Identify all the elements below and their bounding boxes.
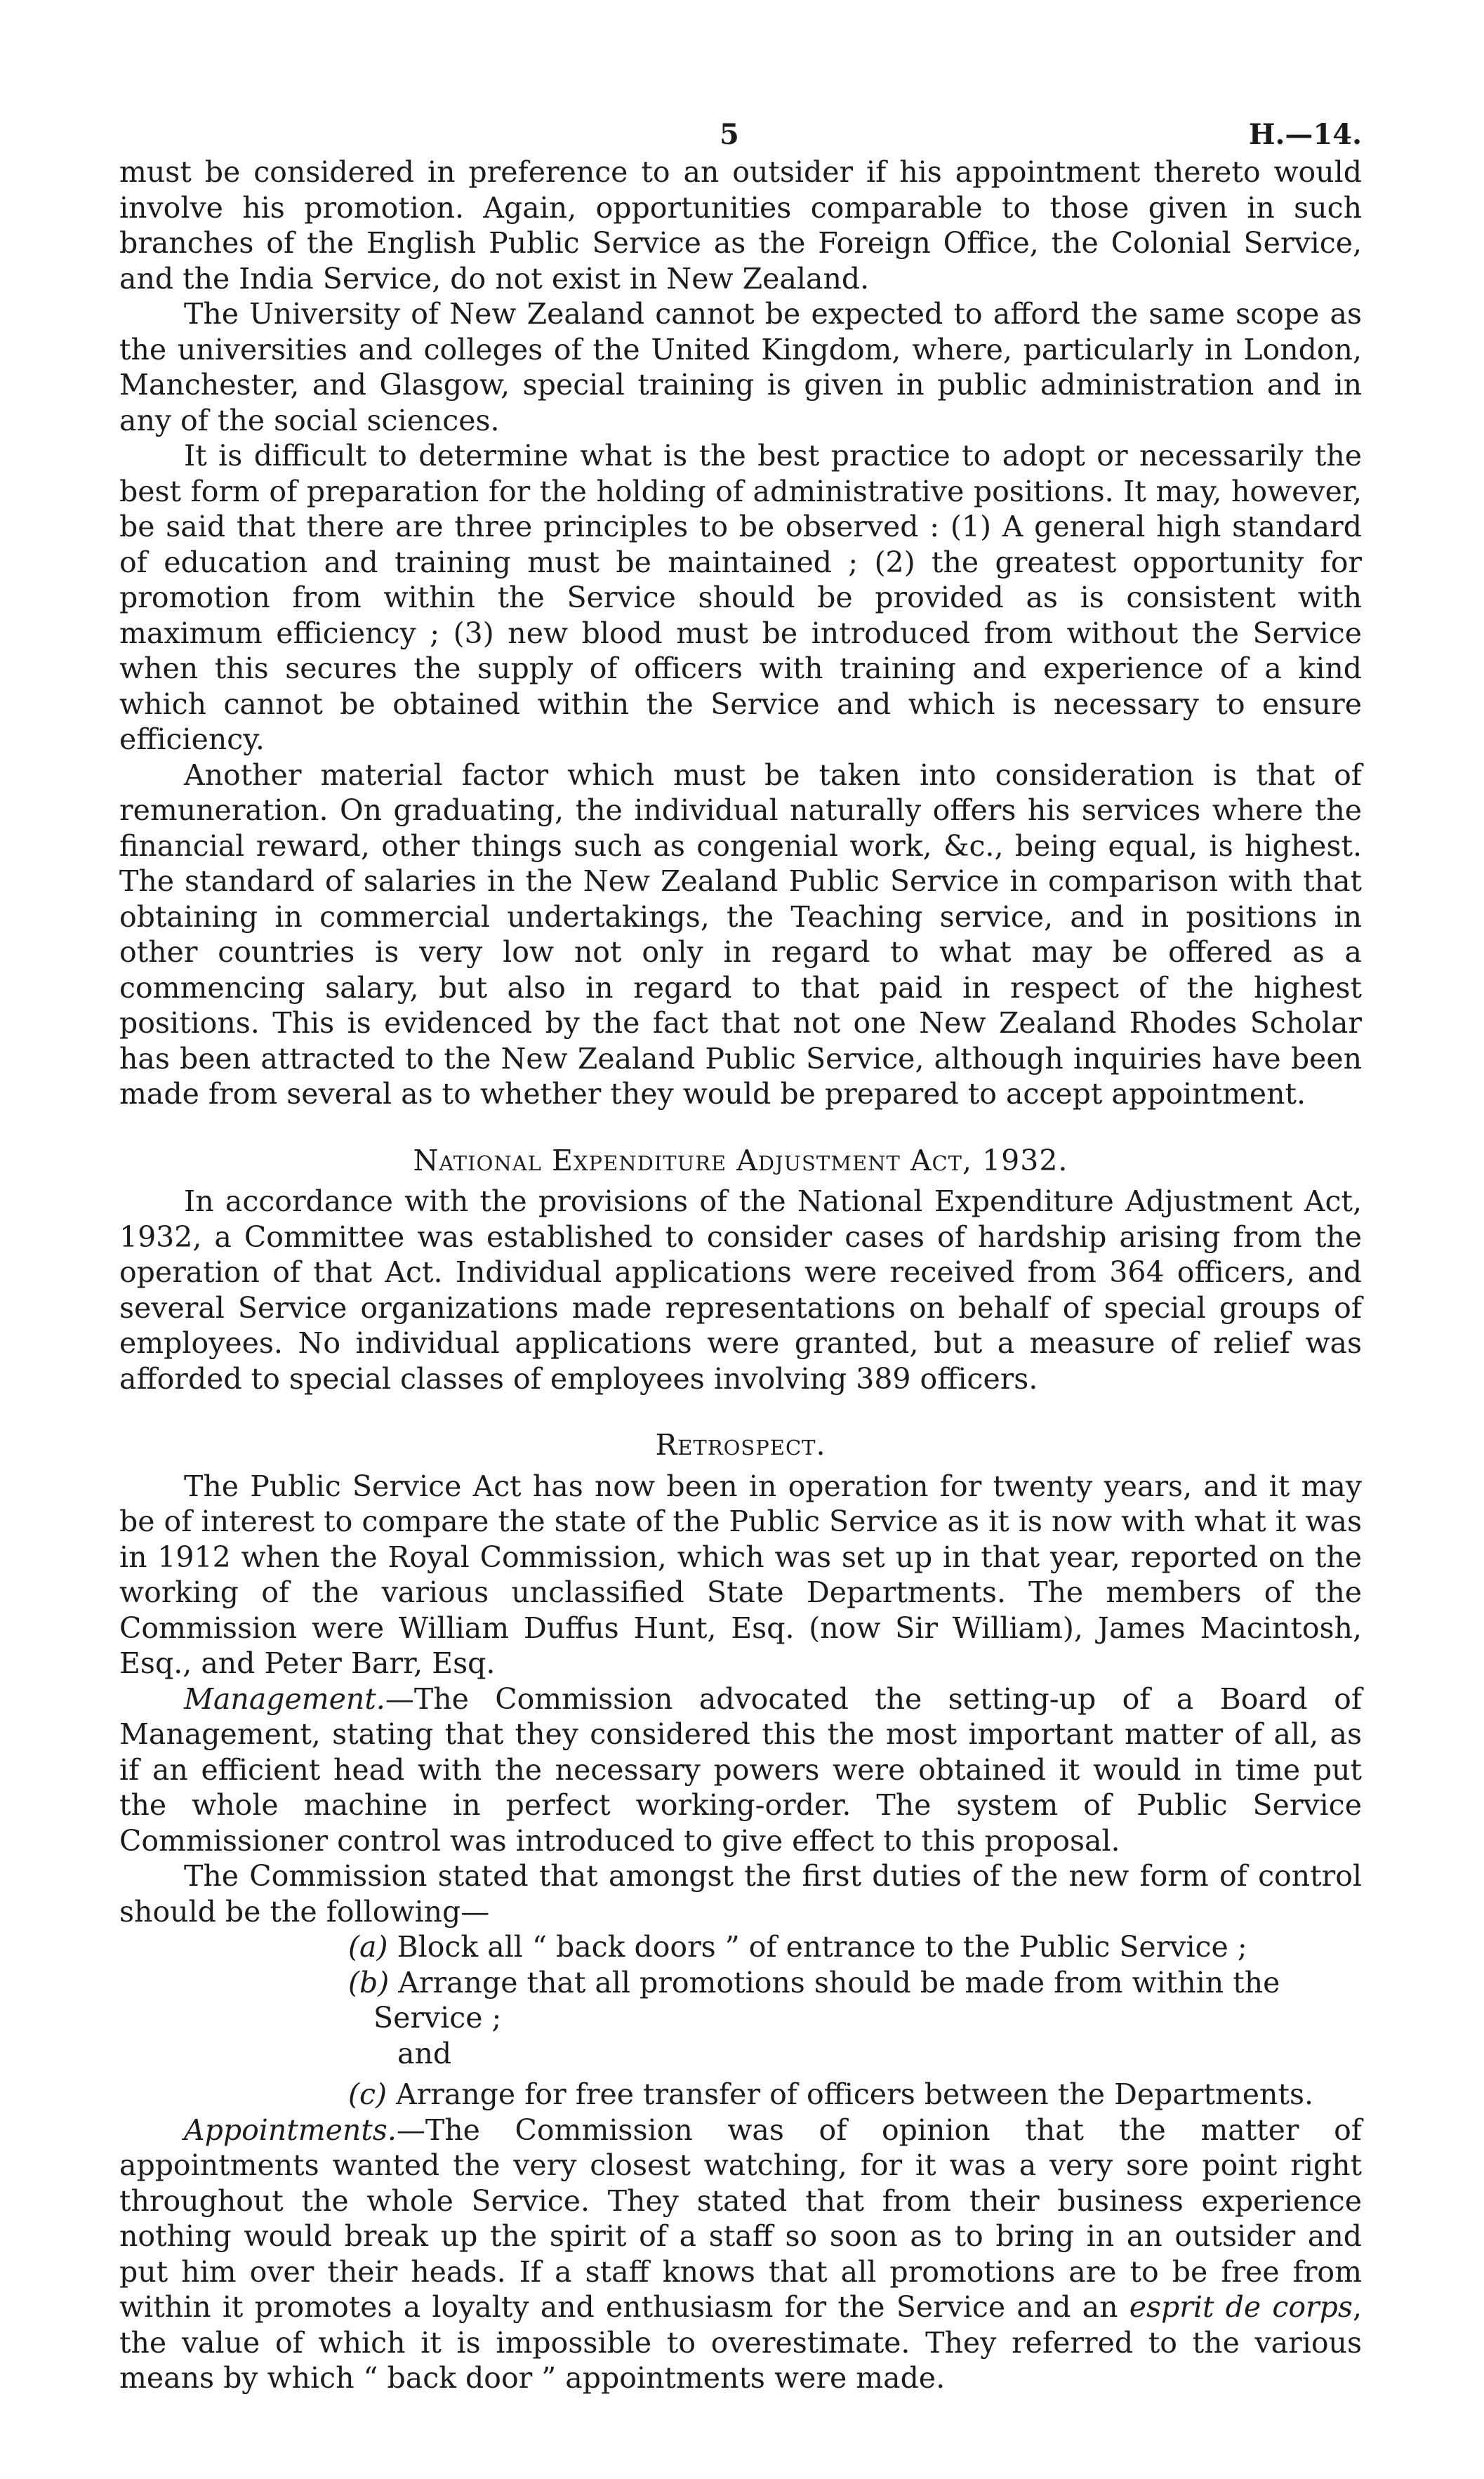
list-item-text: Arrange for free transfer of officers between the Departments.: [396, 2077, 1314, 2111]
list-item-letter: (a): [348, 1930, 388, 1964]
running-header: [119, 105, 1362, 154]
appointments-text: —The Commission was of opinion that the matter of appointments wanted the very closest watching, for it was a very sore point right throughout the whole Service. They stated that from their business experience nothing would break up the spirit of a staff so soon as to bring in an outsider and put him over their heads. If a staff knows that all promotions are to be free from within it promotes a loyalty and enthusiasm for the Service and an: [119, 2113, 1362, 2324]
section-heading-nea: National Expenditure Adjustment Act, 1932.: [413, 1143, 1068, 1177]
paragraph-duties-intro: The Commission stated that amongst the first duties of the new form of control should be the following—: [119, 1859, 1362, 1929]
paragraph-retrospect-intro: The Public Service Act has now been in operation for twenty years, and it may be of interest to compare the state of the Public Service as it is now with what it was in 1912 when the Royal Commission, which was set up in that year, reported on the working of the various unclassified State Departments. The members of the Commission were William Duffus Hunt, Esq. (now Sir William), James Macintosh, Esq., and Peter Barr, Esq.: [119, 1469, 1362, 1680]
list-item-letter: (c): [348, 2077, 387, 2111]
paragraph-nea: In accordance with the provisions of the National Expenditure Adjustment Act, 1932, a Committee was established to consider cases of hardship arising from the operation of that Act. Individual applications were received from 364 officers, and several Service organizations made representations on behalf of special groups of employees. No individual applications were granted, but a measure of relief was afforded to special classes of employees involving 389 officers.: [119, 1184, 1362, 1396]
document-reference: H.—14.: [1248, 118, 1362, 151]
page-number: 5: [720, 118, 739, 151]
list-item: [119, 1965, 1362, 2036]
document-page: [119, 105, 1362, 2396]
paragraph-principles: It is difficult to determine what is the best practice to adopt or necessarily the best form of preparation for the holding of administrative positions. It may, however, be said that there are three principles to be observed : (1) A general high standard of education and training must be maintained ; (2) the greatest opportunity for promotion from within the Service should be provided as is consistent with maximum efficiency ; (3) new blood must be introduced from without the Service when this secures the supply of officers with training and experience of a kind which cannot be obtained within the Service and which is necessary to ensure efficiency.: [119, 439, 1362, 756]
list-item-text: Arrange that all promotions should be made from within the Service ;: [373, 1965, 1280, 2035]
paragraph-management: [119, 1681, 1362, 1859]
list-item: [119, 2077, 1362, 2113]
duties-list: [119, 1929, 1362, 2113]
management-label: Management.: [184, 1681, 385, 1716]
list-item-letter: (b): [348, 1965, 390, 1999]
paragraph-university: The University of New Zealand cannot be expected to afford the same scope as the universities and colleges of the United Kingdom, where, particularly in London, Manchester, and Glasgow, special training is given in public administration and in any of the social sciences.: [119, 297, 1362, 437]
list-conjunction: and: [397, 2036, 452, 2070]
appointments-label: Appointments.: [184, 2113, 397, 2147]
appointments-text-end: , the value of which it is impossible to overestimate. They referred to the various means by which “ back door ” appointments were made.: [119, 2290, 1362, 2395]
paragraph-continuation: must be considered in preference to an outsider if his appointment thereto would involve his promotion. Again, opportunities comparable to those given in such branches of the English Public Service as the Foreign Office, the Colonial Service, and the India Service, do not exist in New Zealand.: [119, 155, 1362, 296]
list-item-text: Block all “ back doors ” of entrance to the Public Service ;: [397, 1930, 1247, 1964]
appointments-italic-phrase: esprit de corps: [1129, 2290, 1353, 2324]
management-text: —The Commission advocated the setting-up of a Board of Management, stating that they considered this the most important matter of all, as if an efficient head with the necessary powers were obtained it would in time put the whole machine in perfect working-order. The system of Public Service Commissioner control was introduced to give effect to this proposal.: [119, 1681, 1362, 1858]
paragraph-remuneration: Another material factor which must be taken into consideration is that of remuneration. On graduating, the individual naturally offers his services where the financial reward, other things such as congenial work, &c., being equal, is highest. The standard of salaries in the New Zealand Public Service in comparison with that obtaining in commercial undertakings, the Teaching service, and in positions in other countries is very low not only in regard to what may be offered as a commencing salary, but also in regard to that paid in respect of the highest positions. This is evidenced by the fact that not one New Zealand Rhodes Scholar has been attracted to the New Zealand Public Service, although inquiries have been made from several as to whether they would be prepared to accept appointment.: [119, 758, 1362, 1111]
list-item: [119, 1929, 1362, 1965]
section-heading-retrospect: Retrospect.: [655, 1428, 826, 1462]
paragraph-appointments: [119, 2113, 1362, 2396]
